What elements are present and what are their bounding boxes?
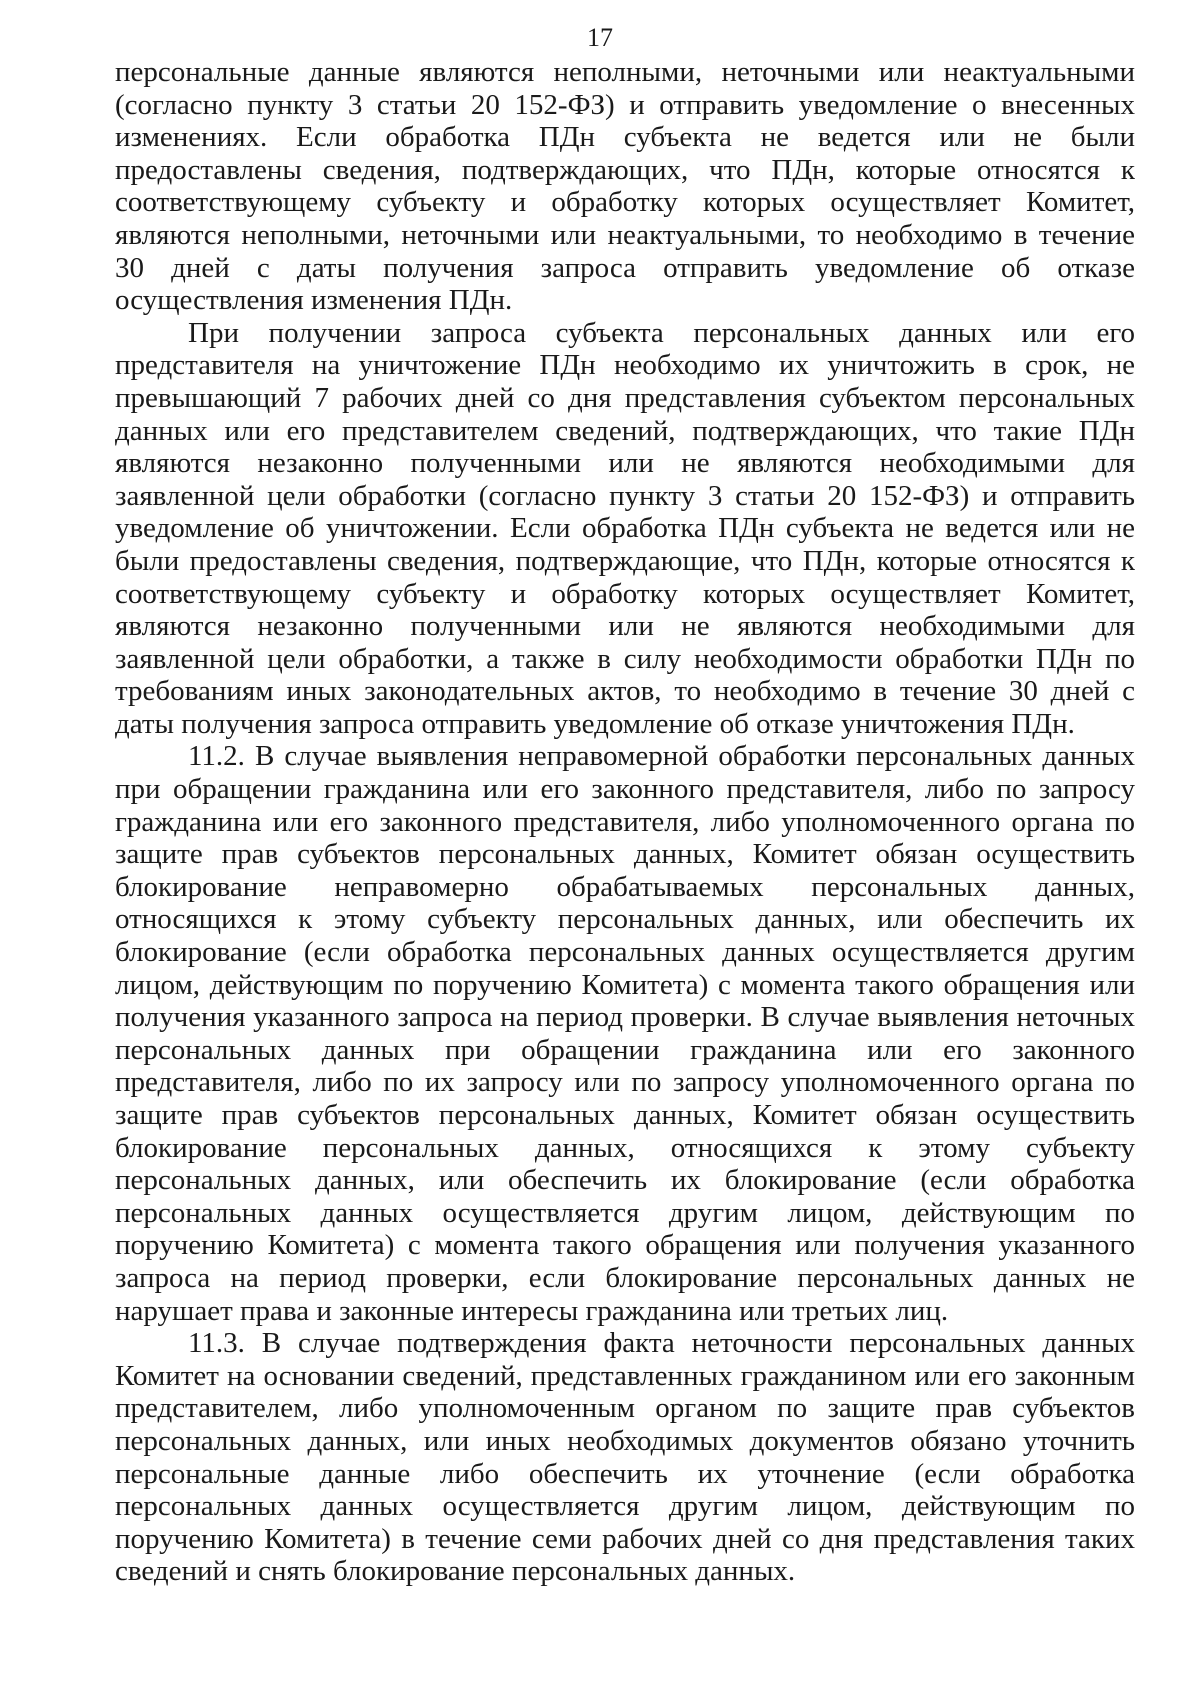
paragraph-11-2: 11.2. В случае выявления неправомерной обработки персональных данных при обращении гражданина или его законного представителя, либо по запросу гражданина или его законного представителя, либо уполномоченного органа по защите прав субъектов персональных данных, Комитет обязан осуществить блокирование неправомерно обрабатываемых персональных данных, относящихся к этому субъекту персональных данных, или обеспечить их блокирование (если обработка персональных данных осуществляется другим лицом, действующим по поручению Комитета) с момента такого обращения или получения указанного запроса на период проверки. В случае выявления неточных персональных данных при обращении гражданина или его законного представителя, либо по их запросу или по запросу уполномоченного органа по защите прав субъектов персональных данных, Комитет обязан осуществить блокирование персональных данных, относящихся к этому субъекту персональных данных, или обеспечить их блокирование (если обработка персональных данных осуществляется другим лицом, действующим по поручению Комитета) с момента такого обращения или получения указанного запроса на период проверки, если блокирование персональных данных не нарушает права и законные интересы гражданина или третьих лиц. (115, 740, 1135, 1327)
page-number: 17 (587, 23, 613, 52)
paragraph-continuation: персональные данные являются неполными, неточными или неактуальными (согласно пункту 3 статьи 20 152-ФЗ) и отправить уведомление о внесенных изменениях. Если обработка ПДн субъекта не ведется или не были предоставлены сведения, подтверждающих, что ПДн, которые относятся к соответствующему субъекту и обработку которых осуществляет Комитет, являются неполными, неточными или неактуальными, то необходимо в течение 30 дней с даты получения запроса отправить уведомление об отказе осуществления изменения ПДн. (115, 56, 1135, 317)
document-body (115, 56, 1135, 1588)
paragraph-destruction-request: При получении запроса субъекта персональных данных или его представителя на уничтожение ПДн необходимо их уничтожить в срок, не превышающий 7 рабочих дней со дня представления субъектом персональных данных или его представителем сведений, подтверждающих, что такие ПДн являются незаконно полученными или не являются необходимыми для заявленной цели обработки (согласно пункту 3 статьи 20 152-ФЗ) и отправить уведомление об уничтожении. Если обработка ПДн субъекта не ведется или не были предоставлены сведения, подтверждающие, что ПДн, которые относятся к соответствующему субъекту и обработку которых осуществляет Комитет, являются незаконно полученными или не являются необходимыми для заявленной цели обработки, а также в силу необходимости обработки ПДн по требованиям иных законодательных актов, то необходимо в течение 30 дней с даты получения запроса отправить уведомление об отказе уничтожения ПДн. (115, 316, 1135, 740)
paragraph-11-3: 11.3. В случае подтверждения факта неточности персональных данных Комитет на основании сведений, представленных гражданином или его законным представителем, либо уполномоченным органом по защите прав субъектов персональных данных, или иных необходимых документов обязано уточнить персональные данные либо обеспечить их уточнение (если обработка персональных данных осуществляется другим лицом, действующим по поручению Комитета) в течение семи рабочих дней со дня представления таких сведений и снять блокирование персональных данных. (115, 1327, 1135, 1588)
